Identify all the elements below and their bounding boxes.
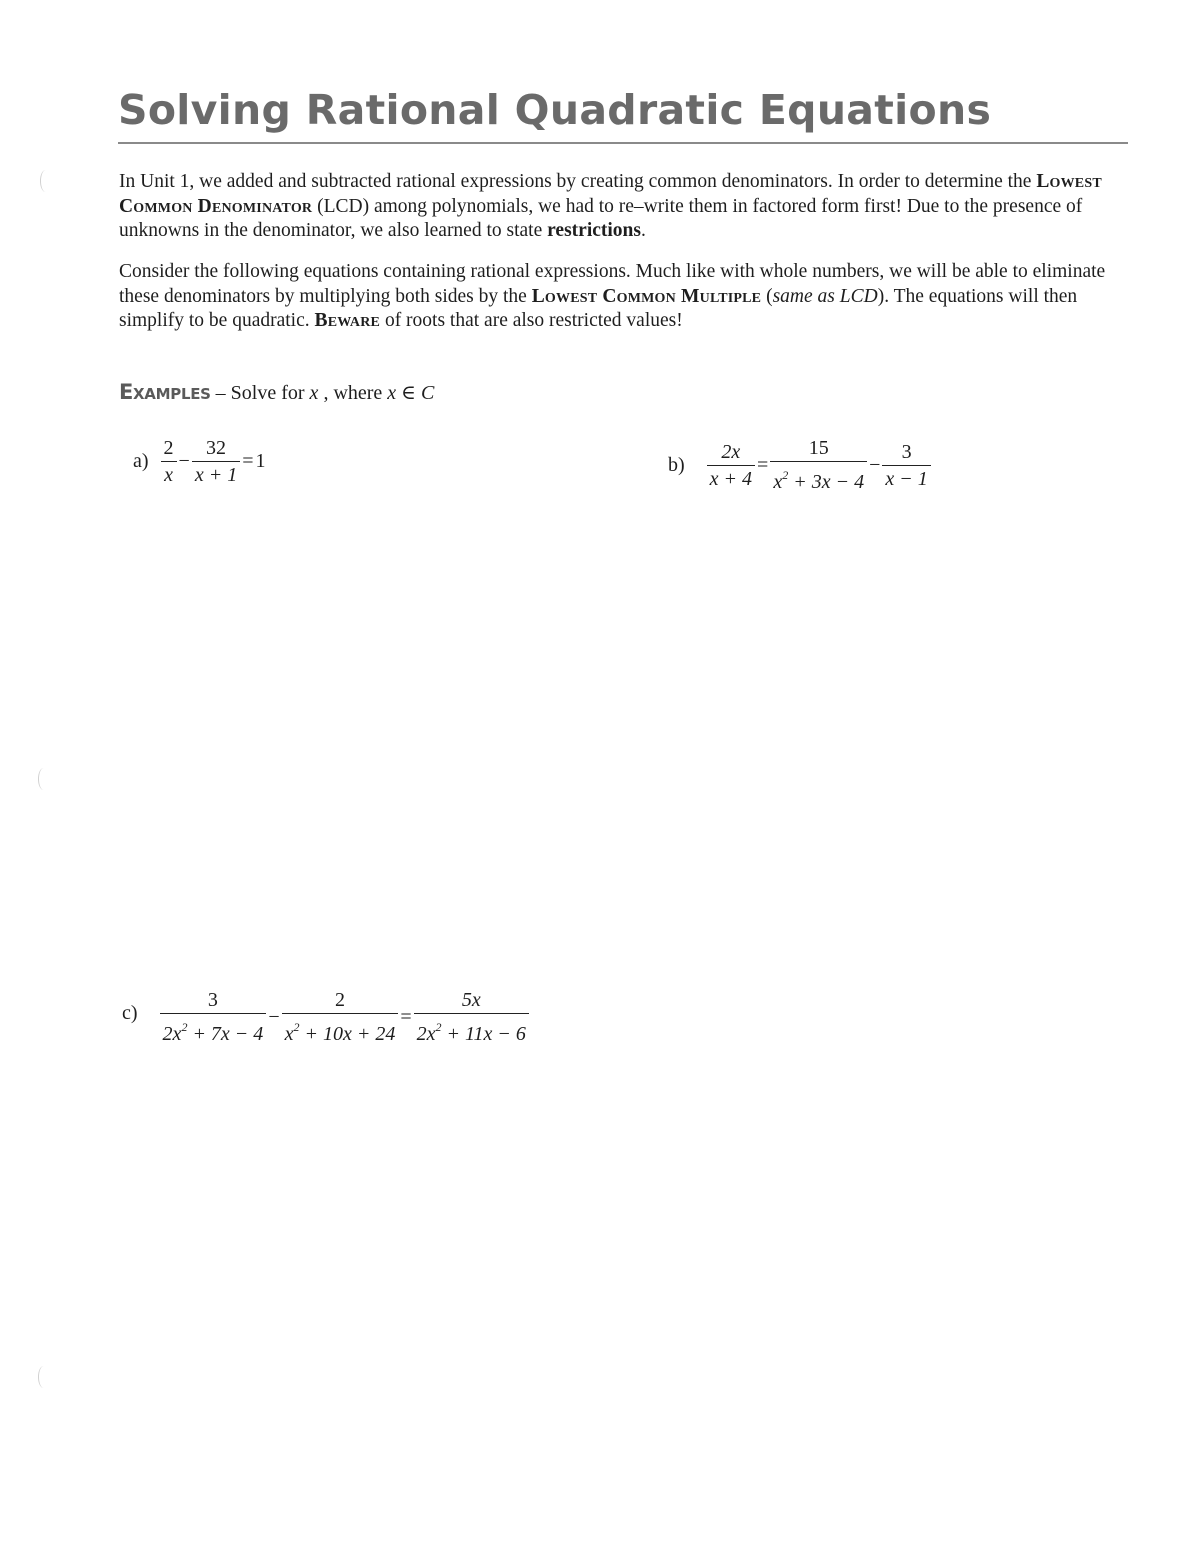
fraction: $\frac{2}{x}$ (161, 436, 177, 487)
fraction: $\frac{15}{x^2 + 3x - 4}$ (770, 436, 867, 494)
equation-c: c) $\frac{3}{2x^2 + 7x - 4}$ − $\frac{2}{x^2 + 10x + 24}$ = $\frac{5x}{2x^2 + 11x - 6}$ (122, 988, 529, 1046)
restrictions-term: restrictions (547, 220, 641, 241)
fraction: $\frac{32}{x + 1}$ (192, 436, 240, 487)
beware-term: Beware (314, 310, 381, 331)
lcm-term: Lowest Common Multiple (531, 285, 762, 307)
equation-label: a) (133, 450, 149, 472)
equation-a: a) $\frac{2}{x}$ − $\frac{32}{x + 1}$ = 1 (133, 437, 266, 486)
binder-hole-mark (38, 1366, 49, 1388)
binder-hole-mark (38, 768, 49, 790)
fraction: $\frac{3}{x - 1}$ (882, 440, 930, 491)
page-title: Solving Rational Quadratic Equations (118, 86, 992, 134)
intro-paragraph-2: Consider the following equations containing rational expressions. Much like with whole numbers, we will be able to eliminate these denominators by multiplying both sides by the Lowest Common Multiple (same as LCD). The equations will then simplify to be quadratic. Beware of roots that are also restricted values! (119, 261, 1106, 331)
equation-label: c) (122, 1002, 138, 1024)
examples-heading: Examples – Solve for x , where x ∈ C (119, 380, 435, 404)
fraction: $\frac{2x}{x + 4}$ (707, 440, 755, 491)
binder-hole-mark (40, 170, 51, 192)
lcd-term: Lowest Common Denominator (119, 171, 1102, 217)
intro-paragraph-1: In Unit 1, we added and subtracted rational expressions by creating common denominators. In order to determine the Lowest Common Denominator (LCD) among polynomials, we had to re–write them in factored form first! Due to the presence of unknowns in the denominator, we also learned to state restrictions. (119, 171, 1102, 241)
fraction: $\frac{2}{x^2 + 10x + 24}$ (282, 988, 399, 1046)
fraction: $\frac{5x}{2x^2 + 11x - 6}$ (414, 988, 529, 1046)
fraction: $\frac{3}{2x^2 + 7x - 4}$ (160, 988, 267, 1046)
equation-b: b) $\frac{2x}{x + 4}$ = $\frac{15}{x^2 + 3x - 4}$ − $\frac{3}{x - 1}$ (668, 436, 931, 494)
title-underline (118, 142, 1128, 144)
equation-label: b) (668, 453, 685, 476)
